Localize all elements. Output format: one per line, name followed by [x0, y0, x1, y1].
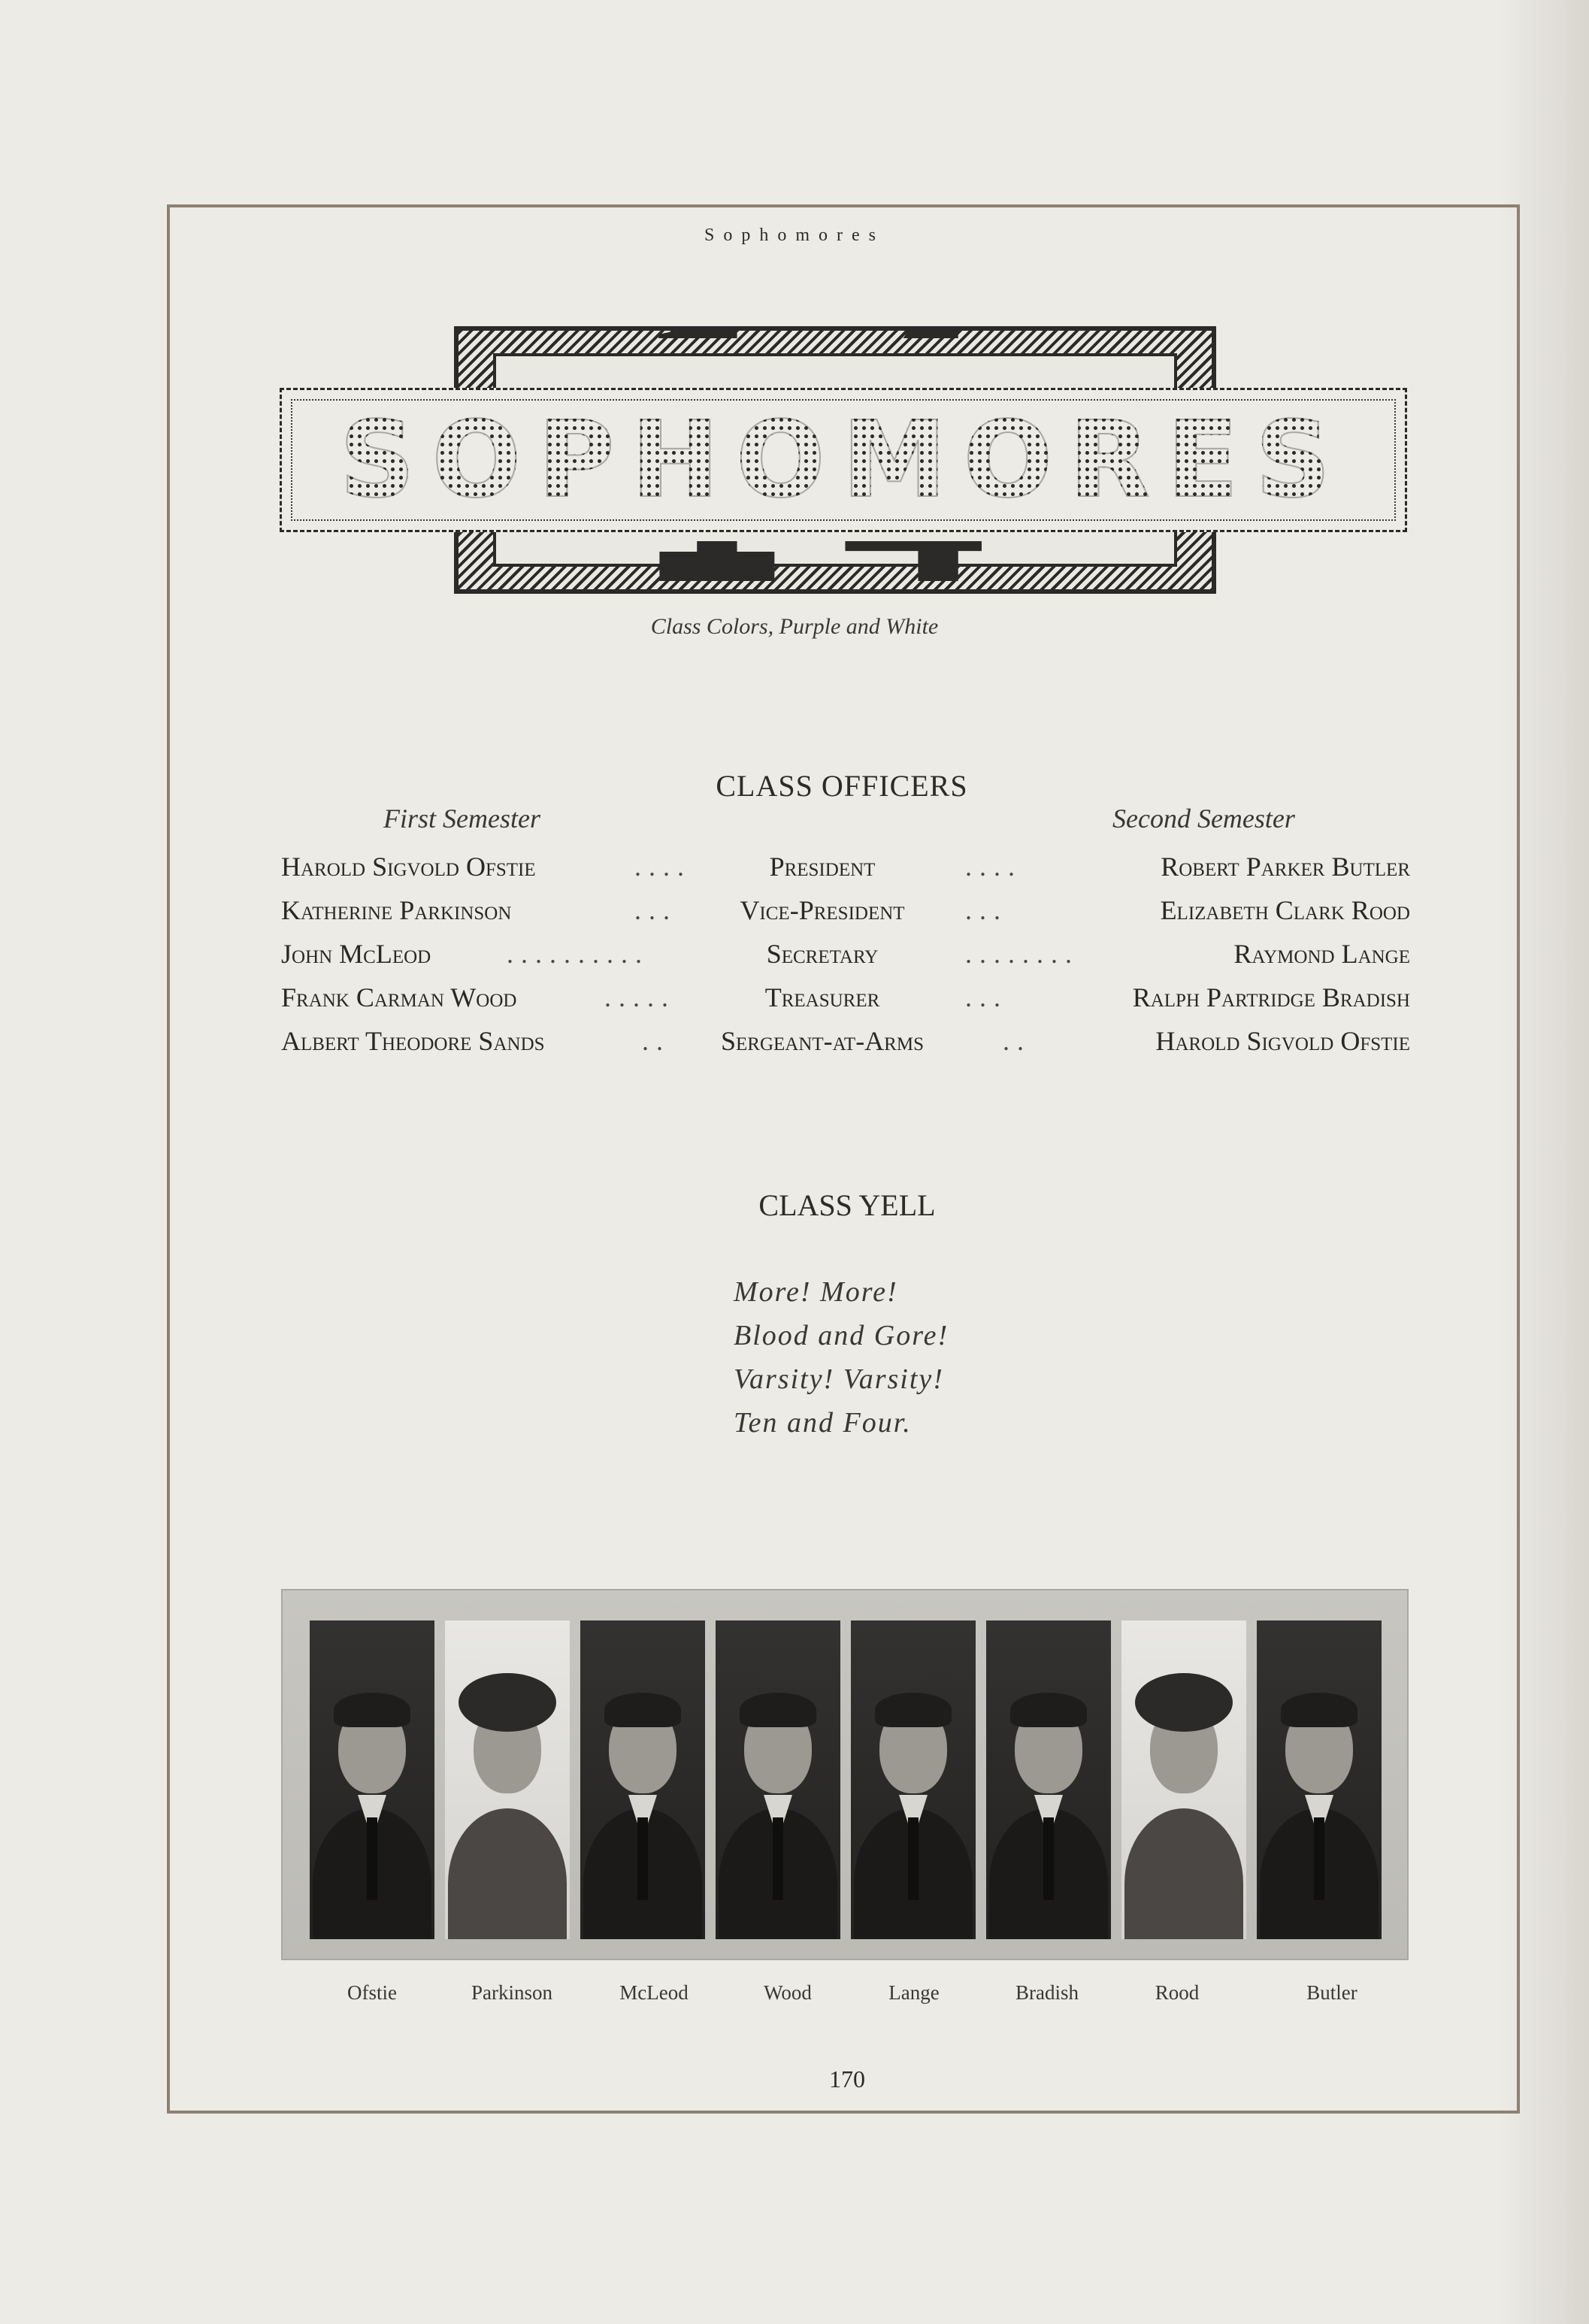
- photo-caption: Parkinson: [471, 1981, 552, 2004]
- page-number: 170: [829, 2065, 865, 2093]
- yell-line: Varsity! Varsity!: [734, 1363, 944, 1395]
- portrait-photo: [716, 1620, 840, 1939]
- officer-row: Katherine Parkinson ... Vice-President ... Elizabeth Clark Rood: [281, 895, 1410, 925]
- first-semester-label: First Semester: [383, 803, 540, 834]
- officer-row: Frank Carman Wood ..... Treasurer ... Ralph Partridge Bradish: [281, 982, 1410, 1012]
- officers-title: CLASS OFFICERS: [716, 769, 968, 803]
- first-semester-officer: Albert Theodore Sands: [281, 1026, 545, 1056]
- office-title: Treasurer: [764, 982, 880, 1012]
- office-title: Sergeant-at-Arms: [720, 1026, 924, 1056]
- first-semester-officer: Harold Sigvold Ofstie: [281, 852, 536, 882]
- portrait-photo: [851, 1620, 976, 1939]
- portrait-photo: [1121, 1620, 1246, 1939]
- portrait-photo: [310, 1620, 434, 1939]
- officer-row: Harold Sigvold Ofstie .... President .... Robert Parker Butler: [281, 852, 1410, 882]
- yell-line: Ten and Four.: [734, 1407, 912, 1439]
- class-colors: Class Colors, Purple and White: [650, 614, 939, 639]
- second-semester-officer: Raymond Lange: [1233, 939, 1410, 969]
- officers-table: [281, 851, 1410, 1069]
- officer-row: John McLeod .......... Secretary ........ Raymond Lange: [281, 939, 1410, 969]
- photo-caption: Lange: [888, 1981, 940, 2004]
- second-semester-officer: Ralph Partridge Bradish: [1132, 982, 1410, 1012]
- running-head: Sophomores: [704, 225, 885, 245]
- photo-caption: Wood: [764, 1981, 812, 2004]
- second-semester-label: Second Semester: [1112, 803, 1295, 834]
- class-yell: [734, 1270, 949, 1445]
- photo-caption: Bradish: [1015, 1981, 1079, 2004]
- photo-captions: [281, 1981, 1409, 2011]
- officer-photo-strip: [281, 1589, 1409, 1960]
- yell-title: CLASS YELL: [758, 1188, 936, 1222]
- second-semester-officer: Elizabeth Clark Rood: [1160, 895, 1410, 925]
- photo-caption: Rood: [1155, 1981, 1200, 2004]
- photo-caption: McLeod: [619, 1981, 689, 2004]
- office-title: Vice-President: [740, 895, 905, 925]
- second-semester-officer: Robert Parker Butler: [1161, 852, 1410, 882]
- photo-caption: Ofstie: [347, 1981, 397, 2004]
- banner-word: SOPHOMORES: [339, 398, 1348, 522]
- yell-line: More! More!: [734, 1276, 898, 1308]
- office-title: Secretary: [766, 939, 879, 969]
- portrait-photo: [986, 1620, 1111, 1939]
- officer-row: Albert Theodore Sands .. Sergeant-at-Arms .. Harold Sigvold Ofstie: [281, 1026, 1410, 1056]
- yell-line: Blood and Gore!: [734, 1320, 949, 1351]
- class-banner: [280, 323, 1407, 598]
- office-title: President: [769, 852, 876, 882]
- banner-word-panel: [280, 388, 1407, 532]
- photo-caption: Butler: [1306, 1981, 1357, 2004]
- first-semester-officer: Katherine Parkinson: [281, 895, 512, 925]
- portrait-photo: [1257, 1620, 1382, 1939]
- first-semester-officer: John McLeod: [281, 939, 431, 969]
- first-semester-officer: Frank Carman Wood: [281, 982, 517, 1012]
- portrait-photo: [580, 1620, 705, 1939]
- portrait-photo: [445, 1620, 570, 1939]
- second-semester-officer: Harold Sigvold Ofstie: [1155, 1026, 1410, 1056]
